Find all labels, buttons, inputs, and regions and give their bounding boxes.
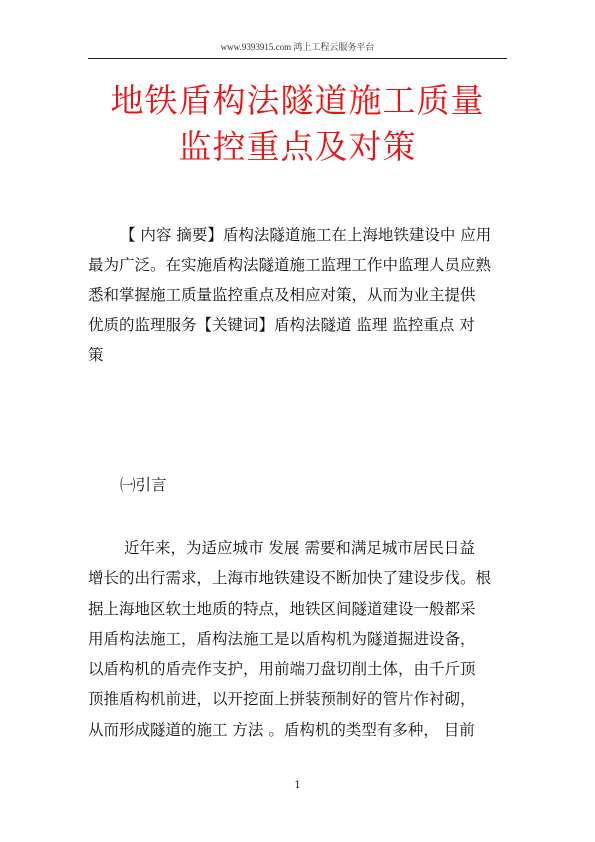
abstract-line: 优质的监理服务【关键词】盾构法隧道 监理 监控重点 对: [88, 316, 475, 334]
section-heading-introduction: ㈠引言: [120, 476, 167, 494]
abstract-line: 策: [88, 346, 104, 364]
body-line: 以盾构机的盾壳作支护，用前端刀盘切削土体，由千斤顶: [88, 660, 476, 679]
abstract-line: 悉和掌握施工质量监控重点及相应对策，从而为业主提供: [88, 286, 476, 304]
document-title: [60, 78, 535, 170]
body-line: 顶推盾构机前进，以开挖面上拼装预制好的管片作衬砌，: [88, 690, 476, 709]
abstract-line: 最为广泛。在实施盾构法隧道施工监理工作中监理人员应熟: [88, 256, 492, 274]
page-number: 1: [294, 780, 301, 791]
abstract-paragraph: [88, 220, 508, 370]
header-site-text: www.9393915.com 鸿上工程云服务平台: [220, 42, 375, 52]
abstract-line: 【 内容 摘要】盾构法隧道施工在上海地铁建设中 应用: [120, 226, 492, 244]
title-line-1: 地铁盾构法隧道施工质量: [110, 81, 485, 120]
body-paragraph: [88, 533, 508, 745]
page-header: [88, 40, 507, 59]
body-line: 从而形成隧道的施工 方法 。盾构机的类型有多种， 目前: [88, 720, 475, 739]
title-line-2: 监控重点及对策: [178, 127, 417, 166]
body-line: 用盾构法施工，盾构法施工是以盾构机为隧道掘进设备，: [88, 629, 476, 648]
body-line: 增长的出行需求，上海市地铁建设不断加快了建设步伐。根: [88, 569, 492, 588]
body-line: 据上海地区软土地质的特点，地铁区间隧道建设一般都采: [88, 599, 476, 618]
body-line: 近年来，为适应城市 发展 需要和满足城市居民日益: [124, 539, 475, 557]
